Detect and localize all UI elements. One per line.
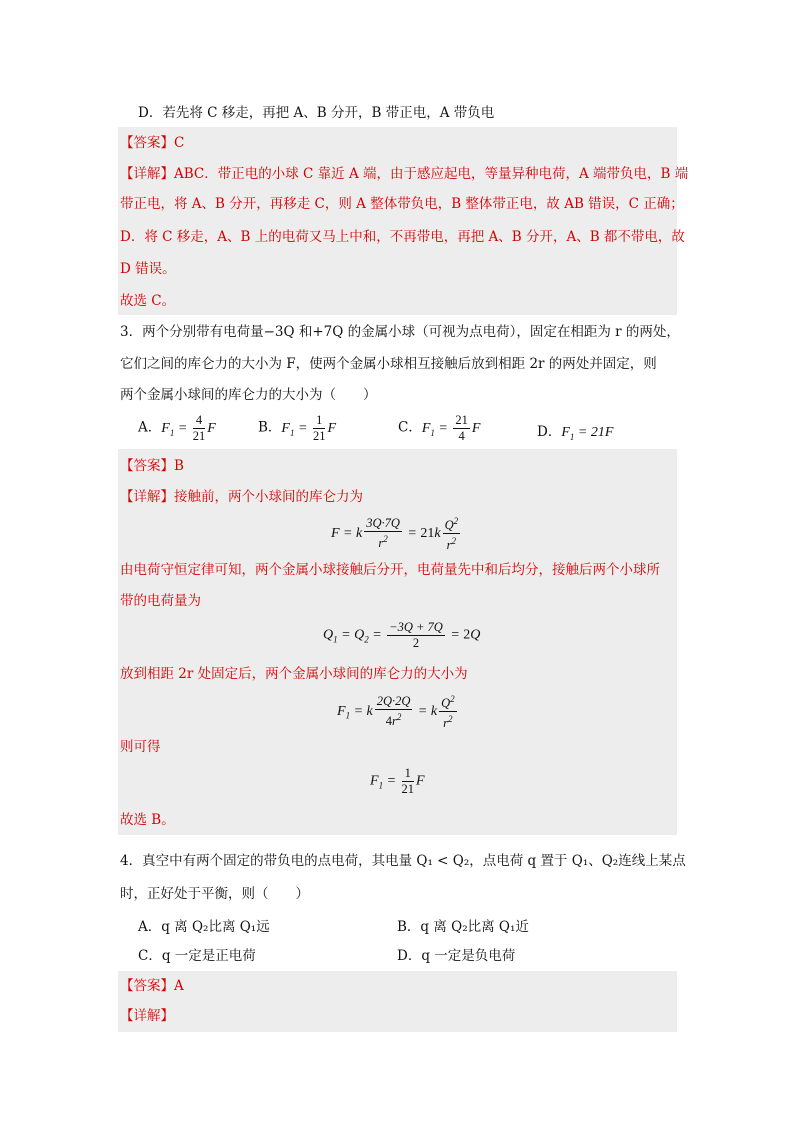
q3-option-b: B．$F_1$ = $\frac{1}{21}$ F [258,413,336,443]
q3-option-a: A．$F_1$ = $\frac{4}{21}$ F [138,413,216,443]
q2-detail-line2: 带正电，将 A、B 分开，再移走 C，则 A 整体带负电，B 整体带正电，故 AB 错误，C 正确； [120,196,684,212]
q3-option-c: C．$F_1$ = $\frac{21}{4}$ F [398,413,481,443]
equation-charge-after: $Q_1 = Q_2$ = $\frac{-3Q + 7Q}{2}$ = 2Q [323,620,481,650]
q3-text2: 由电荷守恒定律可知，两个金属小球接触后分开，电荷量先中和后均分，接触后两个小球所 [120,562,660,578]
q3-text5: 则可得 [120,739,161,755]
q4-stem-line2: 时，正好处于平衡，则（ ） [120,886,309,902]
q4-option-a: A．q 离 Q₂比离 Q₁远 [138,919,270,935]
equation-coulomb-before: F = k $\frac{3Q\cdot 7Q}{r^2}$ = 21k $\frac{Q^2}{r^2}$ [331,516,459,553]
q2-conclusion: 故选 C。 [120,293,176,309]
q4-answer-box [118,971,677,1032]
q2-answer-box [118,127,677,315]
q3-option-d: D．$F_1 = 21F$ [537,424,614,442]
q3-answer: 【答案】B [120,458,184,474]
equation-coulomb-after: $F_1 = k$ $\frac{2Q\cdot 2Q}{4r^2}$ = k $\frac{Q^2}{r^2}$ [337,694,455,731]
q3-text3: 带的电荷量为 [120,593,201,609]
q3-text4: 放到相距 2r 处固定后，两个金属小球间的库仑力的大小为 [120,666,468,682]
q4-option-b: B．q 离 Q₂比离 Q₁近 [397,919,529,935]
q2-detail-line4: D 错误。 [120,261,176,277]
q3-stem-line3: 两个金属小球间的库仑力的大小为（ ） [120,387,377,403]
q4-answer: 【答案】A [120,978,184,994]
q2-answer: 【答案】C [120,135,185,151]
q4-detail-label: 【详解】 [120,1008,174,1024]
q3-detail-intro: 【详解】接触前，两个小球间的库仑力为 [120,489,363,505]
q3-stem-line2: 它们之间的库仑力的大小为 F，使两个金属小球相互接触后放到相距 2r 的两处并固定，则 [120,356,657,372]
q3-conclusion: 故选 B。 [120,812,175,828]
q4-option-d: D．q 一定是负电荷 [397,948,516,964]
q2-detail-line3: D．将 C 移走，A、B 上的电荷又马上中和，不再带电，再把 A、B 分开，A、B 都不带电，故 [120,229,685,245]
q4-option-c: C．q 一定是正电荷 [138,948,256,964]
q4-stem-line1: 4．真空中有两个固定的带负电的点电荷，其电量 Q₁ < Q₂，点电荷 q 置于 Q₁、Q₂连线上某点 [120,853,686,869]
equation-result: $F_1$ = $\frac{1}{21}$ F [370,766,425,796]
q2-detail-line1: 【详解】ABC．带正电的小球 C 靠近 A 端，由于感应起电，等量异种电荷，A 端带负电，B 端 [120,166,689,182]
q3-stem-line1: 3．两个分别带有电荷量−3Q 和+7Q 的金属小球（可视为点电荷），固定在相距为 r 的两处， [120,324,680,340]
q2-option-d: D．若先将 C 移走，再把 A、B 分开，B 带正电，A 带负电 [138,105,495,121]
